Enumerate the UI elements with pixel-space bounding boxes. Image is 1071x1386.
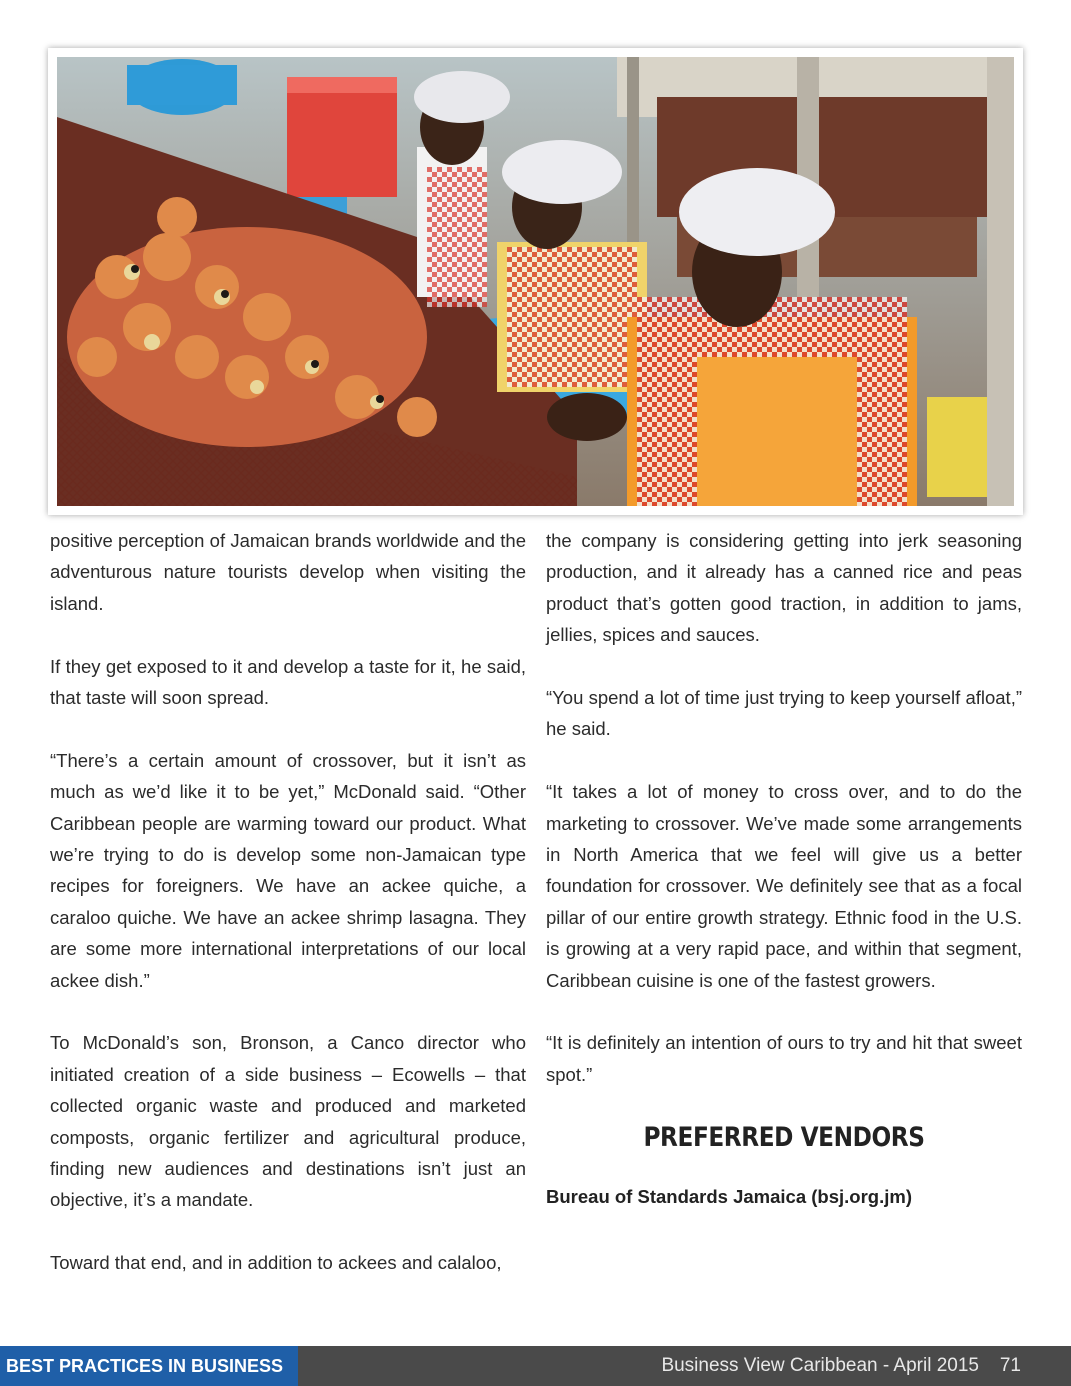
page-number: 71 xyxy=(999,1355,1021,1376)
paragraph: “It is definitely an intention of ours to try and hit that sweet spot.” xyxy=(546,1032,1022,1085)
article-photo-frame xyxy=(48,48,1023,515)
article-left-column xyxy=(50,525,526,1279)
paragraph: Toward that end, and in addition to ackees and calaloo, xyxy=(50,1252,502,1274)
paragraph: “You spend a lot of time just trying to keep yourself afloat,” he said. xyxy=(546,687,1022,740)
vendor-item: Bureau of Standards Jamaica (bsj.org.jm) xyxy=(546,1186,912,1208)
preferred-vendors-heading: PREFERRED VENDORS xyxy=(643,1121,925,1153)
paragraph: To McDonald’s son, Bronson, a Canco director who initiated creation of a side business – Ecowells – that collected organic waste and produced and marketed composts, organic fertilizer and agricultural produce, finding new audiences and destinations isn’t just an objective, it’s a mandate. xyxy=(50,1032,526,1211)
paragraph: the company is considering getting into jerk seasoning production, and it already has a canned rice and peas product that’s gotten good traction, in addition to jams, jellies, spices and sauces. xyxy=(546,530,1022,646)
page-footer xyxy=(0,1346,1071,1386)
paragraph: “There’s a certain amount of crossover, but it isn’t as much as we’d like it to be yet,” McDonald said. “Other Caribbean people are warming toward our product. What we’re trying to do is develop some non-Jamaican type recipes for foreigners. We have an ackee quiche, a caraloo quiche. We have an ackee shrimp lasagna. They are some more international interpretations of our local ackee dish.” xyxy=(50,749,526,991)
paragraph: positive perception of Jamaican brands worldwide and the adventurous nature tourists develop when visiting the island. xyxy=(50,530,526,614)
section-tag: BEST PRACTICES IN BUSINESS xyxy=(0,1346,298,1386)
article-right-column xyxy=(546,525,1022,1212)
factory-workers-photo xyxy=(57,57,1014,506)
paragraph: “It takes a lot of money to cross over, and to do the marketing to crossover. We’ve made some arrangements in North America that we feel will give us a better foundation for crossover. We definitely see that as a focal pillar of our entire growth strategy. Ethnic food in the U.S. is growing at a very rapid pace, and within that segment, Caribbean cuisine is one of the fastest growers. xyxy=(546,781,1022,991)
publication-info: Business View Caribbean - April 2015 xyxy=(661,1355,979,1376)
paragraph: If they get exposed to it and develop a taste for it, he said, that taste will soon spread. xyxy=(50,655,526,709)
